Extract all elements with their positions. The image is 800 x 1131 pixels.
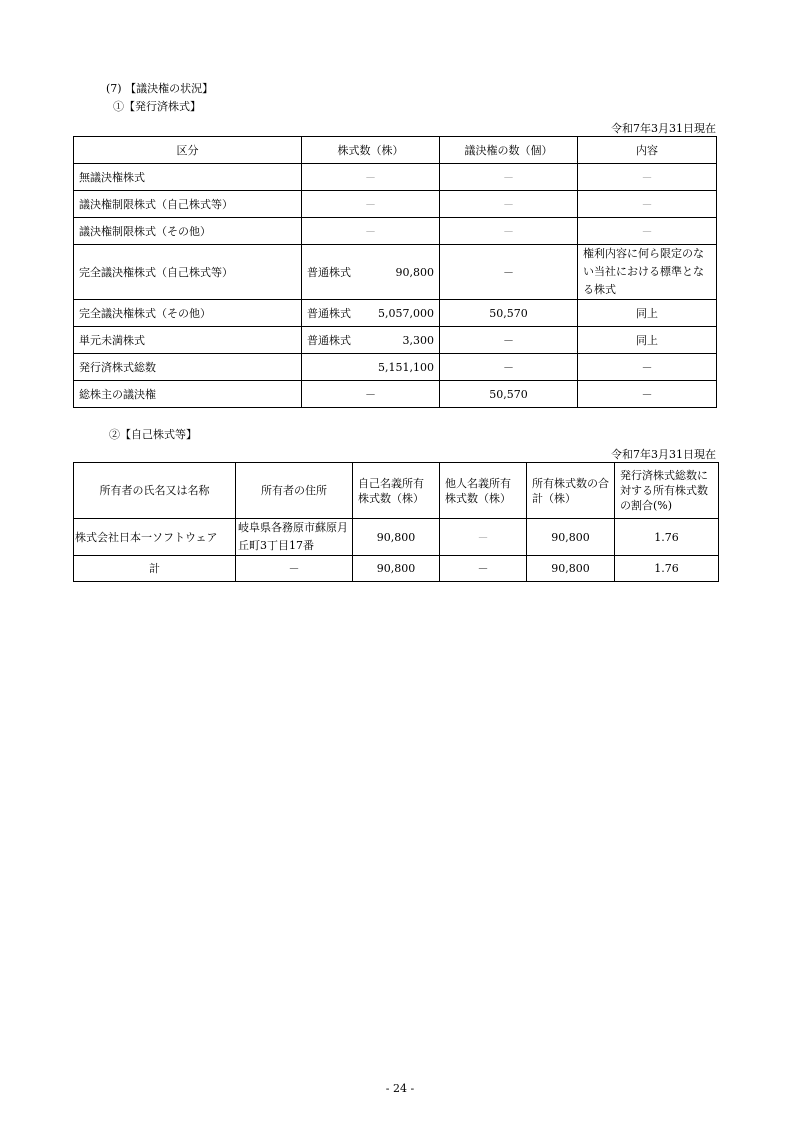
header-owner-name: 所有者の氏名又は名称	[74, 463, 236, 519]
as-of-date: 令和7年3月31日現在	[611, 448, 716, 461]
shares-cell: －	[302, 164, 440, 191]
table-row	[74, 354, 717, 381]
owner-name-cell: 計	[74, 556, 236, 582]
votes-cell: －	[440, 191, 578, 218]
row-label: 発行済株式総数	[74, 354, 302, 381]
header-votes: 議決権の数（個）	[440, 137, 578, 164]
shares-cell	[302, 300, 440, 327]
shares-cell: －	[302, 191, 440, 218]
shares-cell	[302, 327, 440, 354]
share-type: 普通株式	[307, 265, 351, 279]
other-name-shares-cell: －	[440, 556, 527, 582]
ownership-ratio-cell: 1.76	[615, 556, 719, 582]
table-row	[74, 300, 717, 327]
content-cell: 権利内容に何ら限定のない当社における標準となる株式	[578, 245, 717, 300]
share-count: 90,800	[395, 265, 434, 279]
votes-cell: －	[440, 327, 578, 354]
header-total-shares: 所有株式数の合計（株）	[527, 463, 615, 519]
votes-cell: －	[440, 245, 578, 300]
share-type: 普通株式	[307, 306, 351, 320]
votes-cell: 50,570	[440, 381, 578, 408]
subsection-title-treasury-shares: ②【自己株式等】	[109, 428, 197, 441]
table-row	[74, 164, 717, 191]
ownership-ratio-cell: 1.76	[615, 519, 719, 556]
row-label: 議決権制限株式（その他）	[74, 218, 302, 245]
own-name-shares-cell: 90,800	[353, 556, 440, 582]
header-other-name-shares: 他人名義所有株式数（株）	[440, 463, 527, 519]
page-number: - 24 -	[385, 1082, 415, 1095]
shares-cell	[302, 245, 440, 300]
table-row	[74, 556, 719, 582]
other-name-shares-cell: －	[440, 519, 527, 556]
content-cell: －	[578, 164, 717, 191]
shares-cell: －	[302, 381, 440, 408]
row-label: 単元未満株式	[74, 327, 302, 354]
votes-cell: －	[440, 164, 578, 191]
total-shares-cell: 90,800	[527, 519, 615, 556]
header-own-name-shares: 自己名義所有株式数（株）	[353, 463, 440, 519]
content-cell: －	[578, 354, 717, 381]
table-row	[74, 218, 717, 245]
share-count: 3,300	[402, 333, 434, 347]
content-cell: －	[578, 191, 717, 218]
row-label: 無議決権株式	[74, 164, 302, 191]
owner-address-cell: －	[236, 556, 353, 582]
content-cell: －	[578, 381, 717, 408]
row-label: 総株主の議決権	[74, 381, 302, 408]
share-type: 普通株式	[307, 333, 351, 347]
section-title: (7) 【議決権の状況】	[106, 82, 214, 95]
table-row	[74, 191, 717, 218]
content-cell: 同上	[578, 327, 717, 354]
content-cell: 同上	[578, 300, 717, 327]
owner-address-cell: 岐阜県各務原市蘇原月丘町3丁目17番	[236, 519, 353, 556]
votes-cell: －	[440, 218, 578, 245]
table-row	[74, 381, 717, 408]
table-header-row	[74, 463, 719, 519]
header-content: 内容	[578, 137, 717, 164]
header-category: 区分	[74, 137, 302, 164]
total-shares-cell: 90,800	[527, 556, 615, 582]
share-count: 5,057,000	[378, 306, 434, 320]
header-shares: 株式数（株）	[302, 137, 440, 164]
issued-shares-table	[73, 136, 717, 408]
as-of-date: 令和7年3月31日現在	[611, 122, 716, 135]
subsection-title-issued-shares: ①【発行済株式】	[113, 100, 201, 113]
own-name-shares-cell: 90,800	[353, 519, 440, 556]
table-row	[74, 327, 717, 354]
owner-name-cell: 株式会社日本一ソフトウェア	[74, 519, 236, 556]
header-owner-address: 所有者の住所	[236, 463, 353, 519]
treasury-shares-table	[73, 462, 719, 582]
header-ownership-ratio: 発行済株式総数に対する所有株式数の割合(%)	[615, 463, 719, 519]
shares-cell: 5,151,100	[302, 354, 440, 381]
table-row	[74, 245, 717, 300]
content-cell: －	[578, 218, 717, 245]
row-label: 完全議決権株式（その他）	[74, 300, 302, 327]
table-header-row	[74, 137, 717, 164]
table-row	[74, 519, 719, 556]
shares-cell: －	[302, 218, 440, 245]
row-label: 完全議決権株式（自己株式等）	[74, 245, 302, 300]
votes-cell: 50,570	[440, 300, 578, 327]
row-label: 議決権制限株式（自己株式等）	[74, 191, 302, 218]
votes-cell: －	[440, 354, 578, 381]
